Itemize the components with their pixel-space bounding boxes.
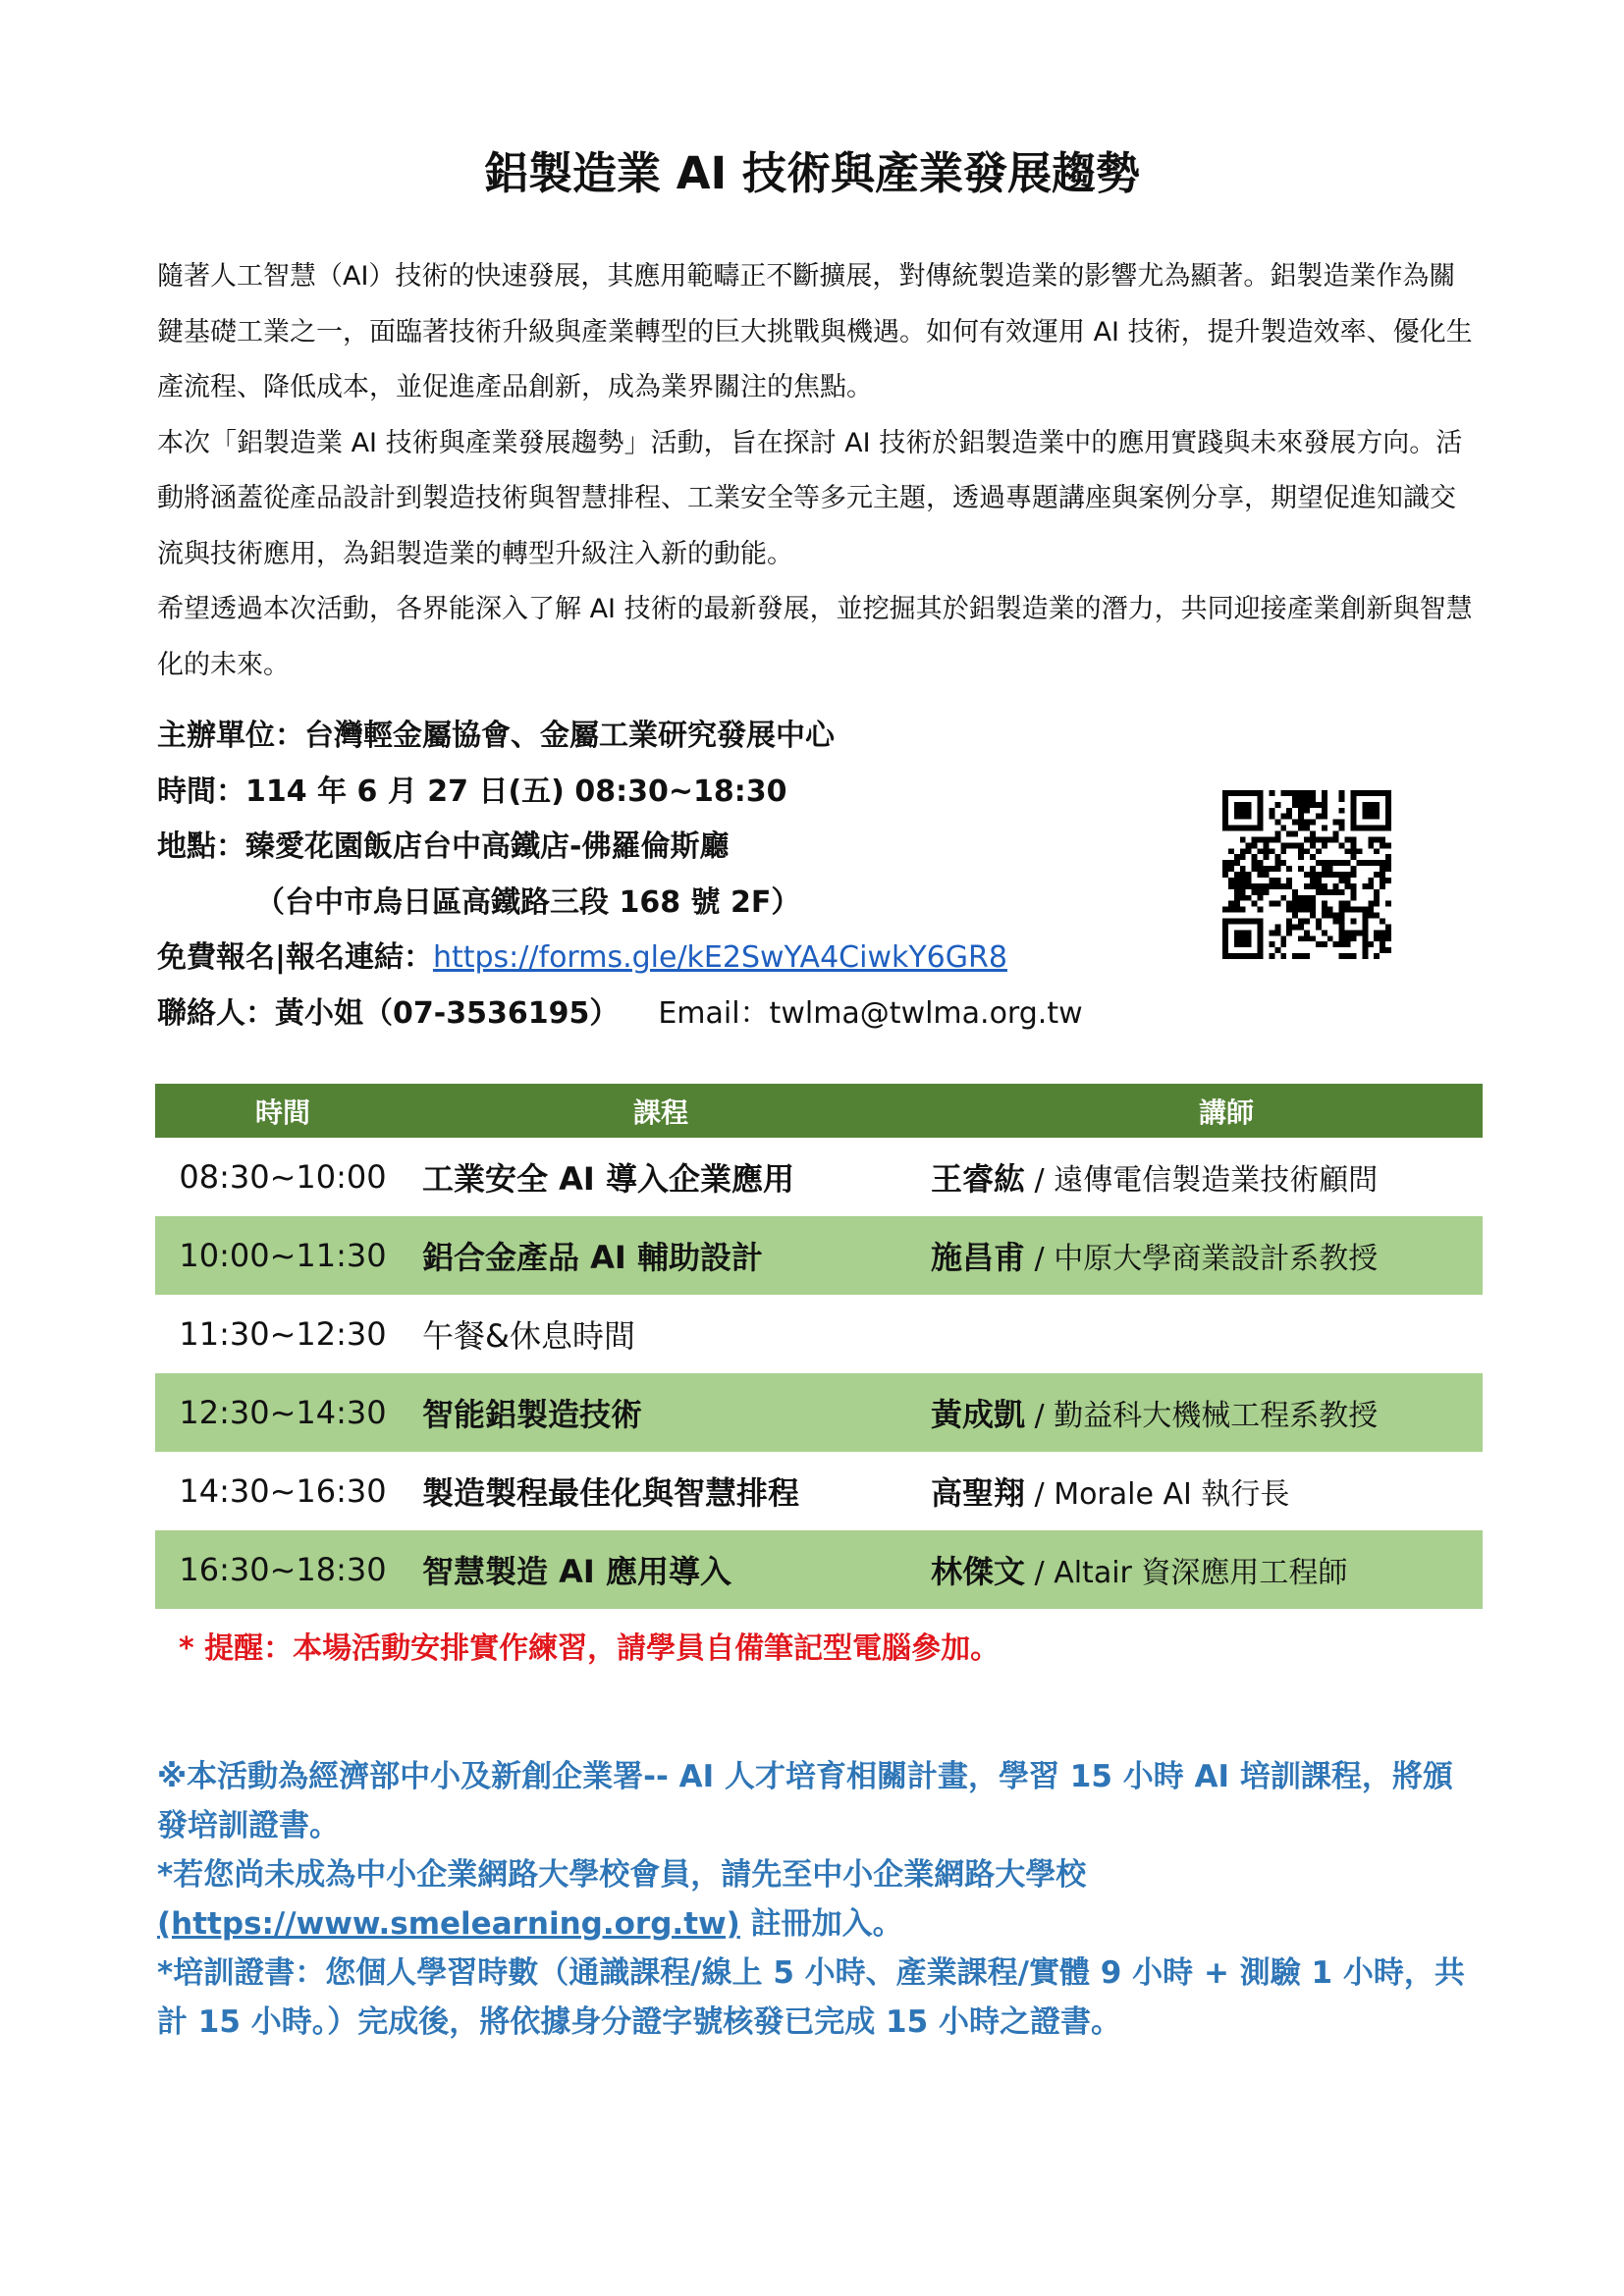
contact — [157, 987, 1237, 1042]
speaker-title: / Altair 資深應用工程師 — [1025, 1556, 1348, 1590]
row-speaker — [913, 1233, 1483, 1278]
row-course: 鋁合金產品 AI 輔助設計 — [422, 1239, 763, 1276]
row-speaker — [913, 1154, 1483, 1200]
intro-paragraph: 隨著人工智慧（AI）技術的快速發展，其應用範疇正不斷擴展，對傳統製造業的影響尤為顯著。鋁製造業作為關鍵基礎工業之一，面臨著技術升級與產業轉型的巨大挑戰與機遇。如何有效運用 AI 技術，提升製造效率、優化生產流程、降低成本，並促進產品創新，成為業界關注的焦點。 — [157, 261, 1473, 402]
note-certificate: *培訓證書：您個人學習時數（通識課程/線上 5 小時、產業課程/實體 9 小時 + 測驗 1 小時，共計 15 小時。）完成後，將依據身分證字號核發已完成 15 小時之證書。 — [157, 1955, 1465, 2040]
speaker-name: 黃成凱 — [931, 1396, 1026, 1433]
intro-text — [157, 249, 1478, 693]
header-time: 時間 — [254, 1095, 310, 1129]
table-row — [155, 1295, 1483, 1373]
event-address: （台中市烏日區高鐵路三段 168 號 2F） — [255, 884, 801, 920]
table-row — [155, 1216, 1483, 1295]
qr-code-icon[interactable] — [1222, 790, 1391, 959]
row-time: 16:30~18:30 — [179, 1551, 387, 1588]
speaker-name: 施昌甫 — [931, 1239, 1026, 1276]
speaker-name: 林傑文 — [931, 1553, 1026, 1590]
program-notes — [157, 1752, 1473, 2047]
registration-label: 免費報名|報名連結： — [157, 940, 433, 975]
speaker-title: / 勤益科大機械工程系教授 — [1025, 1399, 1379, 1433]
event-time: 時間：114 年 6 月 27 日(五) 08:30~18:30 — [157, 774, 787, 809]
row-speaker — [913, 1468, 1483, 1514]
table-row — [155, 1373, 1483, 1452]
registration — [157, 931, 1237, 987]
speaker-title: / Morale AI 執行長 — [1025, 1477, 1290, 1512]
row-speaker — [913, 1390, 1483, 1435]
schedule-table — [155, 1084, 1483, 1609]
row-time: 14:30~16:30 — [179, 1472, 387, 1510]
row-time: 10:00~11:30 — [179, 1237, 387, 1274]
reminder-text: * 提醒：本場活動安排實作練習，請學員自備筆記型電腦參加。 — [179, 1631, 1001, 1666]
contact-email: Email：twlma@twlma.org.tw — [658, 995, 1083, 1031]
page-title: 鋁製造業 AI 技術與產業發展趨勢 — [484, 147, 1140, 199]
smelearning-link[interactable]: (https://www.smelearning.org.tw) — [157, 1906, 740, 1942]
speaker-name: 高聖翔 — [931, 1474, 1026, 1512]
row-time: 08:30~10:00 — [179, 1158, 387, 1196]
note-membership-text: *若您尚未成為中小企業網路大學校會員，請先至中小企業網路大學校 — [157, 1857, 1087, 1893]
schedule-header — [155, 1084, 1483, 1138]
row-course: 工業安全 AI 導入企業應用 — [422, 1160, 794, 1198]
row-course: 午餐&休息時間 — [422, 1317, 635, 1355]
note-membership-suffix: 註冊加入。 — [739, 1906, 903, 1942]
header-speaker: 講師 — [1198, 1095, 1254, 1129]
row-course: 智能鋁製造技術 — [422, 1396, 643, 1433]
contact-person: 聯絡人：黃小姐（07-3536195） — [157, 995, 620, 1031]
note-membership — [157, 1850, 1473, 1949]
header-course: 課程 — [632, 1095, 688, 1129]
speaker-title: / 中原大學商業設計系教授 — [1025, 1242, 1379, 1276]
row-time: 12:30~14:30 — [179, 1394, 387, 1431]
table-row — [155, 1452, 1483, 1530]
row-time: 11:30~12:30 — [179, 1315, 387, 1353]
note-program: ※本活動為經濟部中小及新創企業署-- AI 人才培育相關計畫，學習 15 小時 AI 培訓課程，將頒發培訓證書。 — [157, 1759, 1453, 1843]
table-row — [155, 1138, 1483, 1216]
speaker-title: / 遠傳電信製造業技術顧問 — [1025, 1163, 1379, 1198]
speaker-name: 王睿紘 — [931, 1160, 1026, 1198]
row-speaker — [913, 1547, 1483, 1592]
organizer: 主辦單位：台灣輕金屬協會、金屬工業研究發展中心 — [157, 719, 835, 753]
event-venue: 地點：臻愛花園飯店台中高鐵店-佛羅倫斯廳 — [157, 829, 730, 864]
registration-link[interactable]: https://forms.gle/kE2SwYA4CiwkY6GR8 — [432, 940, 1007, 975]
event-info — [157, 709, 1237, 1041]
row-course: 智慧製造 AI 應用導入 — [422, 1553, 731, 1590]
intro-paragraph: 希望透過本次活動，各界能深入了解 AI 技術的最新發展，並挖掘其於鋁製造業的潛力，共同迎接產業創新與智慧化的未來。 — [157, 594, 1473, 680]
intro-paragraph: 本次「鋁製造業 AI 技術與產業發展趨勢」活動，旨在探討 AI 技術於鋁製造業中的應用實踐與未來發展方向。活動將涵蓋從產品設計到製造技術與智慧排程、工業安全等多元主題，透過專題講座與案例分享，期望促進知識交流與技術應用，為鋁製造業的轉型升級注入新的動能。 — [157, 427, 1463, 569]
table-row — [155, 1530, 1483, 1609]
row-course: 製造製程最佳化與智慧排程 — [422, 1474, 800, 1512]
